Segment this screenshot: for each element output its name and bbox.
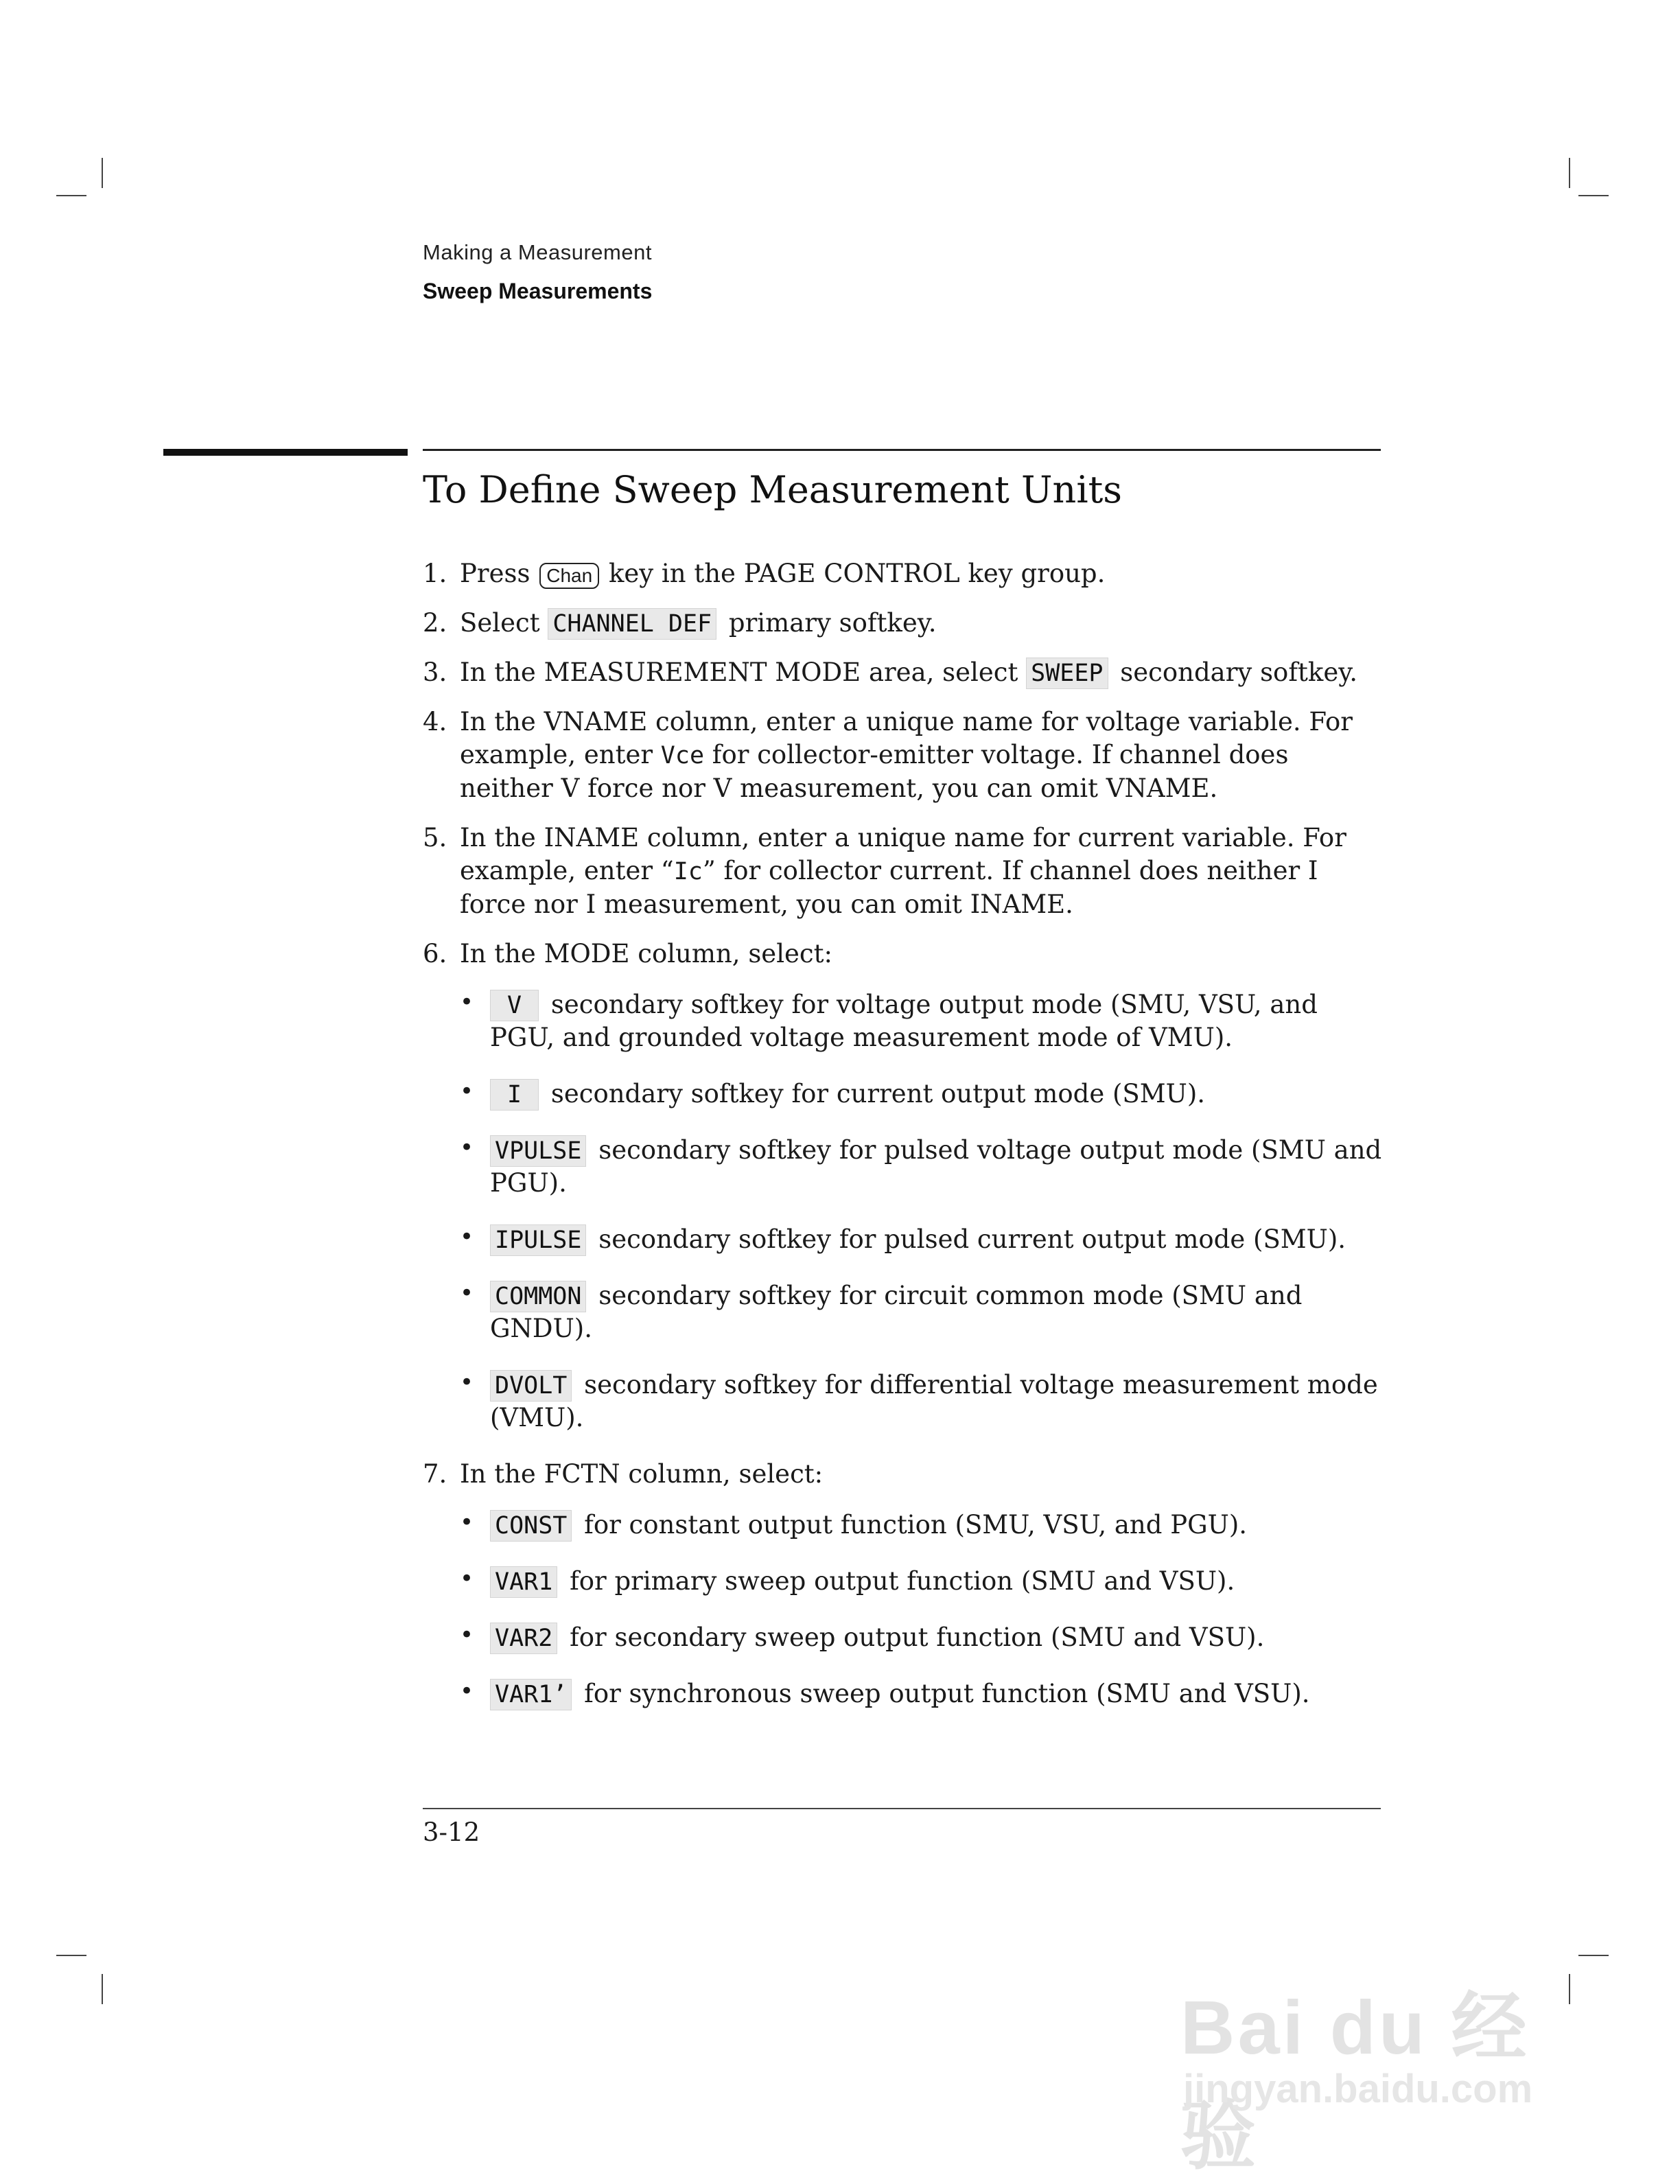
step-text: key in the PAGE CONTROL key group. [608,559,1106,588]
bullet-text: for synchronous sweep output function (SMU and VSU). [584,1679,1310,1708]
step-text: In the MODE column, select: [460,939,832,968]
step-text: Select [460,608,540,638]
softkey-sweep: SWEEP [1026,658,1108,689]
procedure-steps [423,557,1384,1734]
bullet-icon: • [460,1509,474,1536]
step-text: In the VNAME column, enter a unique name for voltage variable. For example, enter [460,707,1353,769]
crop-mark [56,1955,86,1956]
crop-mark [56,195,86,196]
crop-mark [1569,158,1570,188]
list-item [460,1509,1384,1542]
softkey-var2: VAR2 [490,1623,557,1654]
list-item [460,1279,1384,1345]
bullet-icon: • [460,1078,474,1105]
bullet-text: for constant output function (SMU, VSU, and PGU). [584,1510,1248,1540]
page-number: 3-12 [423,1817,480,1847]
step-7 [423,1458,1384,1710]
section-rule-thick [163,449,408,456]
step-text: ” for collector current. If channel does neither I force nor I measurement, you can omit INAME. [460,856,1318,919]
crop-mark [1569,1974,1570,2004]
bullet-text: secondary softkey for circuit common mode (SMU and GNDU). [490,1281,1303,1343]
step-text: primary softkey. [728,608,937,638]
crop-mark [1578,195,1609,196]
softkey-i: I [490,1079,539,1111]
watermark-url: jingyan.baidu.com [1183,2067,1533,2111]
bullet-icon: • [460,1279,474,1307]
bullet-text: secondary softkey for current output mode (SMU). [550,1079,1206,1108]
crop-mark [1578,1955,1609,1956]
softkey-channel-def: CHANNEL DEF [548,608,716,640]
softkey-common: COMMON [490,1281,586,1312]
mode-options [460,988,1384,1434]
step-number: 4. [423,707,447,736]
list-item [460,1677,1384,1710]
step-3 [423,656,1384,689]
step-4 [423,706,1384,805]
step-text: In the MEASUREMENT MODE area, select [460,658,1018,687]
softkey-var1: VAR1 [490,1566,557,1598]
step-6 [423,938,1384,1434]
running-header-section: Sweep Measurements [423,279,653,303]
step-number: 5. [423,823,447,852]
fctn-options [460,1509,1384,1710]
bullet-text: for primary sweep output function (SMU and VSU). [570,1566,1235,1596]
bullet-text: secondary softkey for pulsed current output mode (SMU). [598,1224,1346,1254]
code-vce: Vce [660,742,705,769]
step-number: 2. [423,608,447,638]
softkey-ipulse: IPULSE [490,1224,586,1256]
softkey-v: V [490,990,539,1021]
list-item [460,1369,1384,1434]
bullet-icon: • [460,1621,474,1649]
softkey-vpulse: VPULSE [490,1135,586,1167]
list-item [460,1621,1384,1654]
bullet-text: secondary softkey for differential voltage measurement mode (VMU). [490,1370,1378,1432]
chan-hardkey: Chan [539,563,599,589]
bullet-icon: • [460,1565,474,1592]
bullet-icon: • [460,1677,474,1705]
bullet-text: for secondary sweep output function (SMU and VSU). [570,1623,1265,1652]
step-text: for collector-emitter voltage. If channel does neither V force nor V measurement, you can omit VNAME. [460,740,1289,803]
code-ic: Ic [673,858,703,885]
baidu-watermark [1180,1908,1565,2179]
step-number: 1. [423,559,447,588]
bullet-text: secondary softkey for voltage output mode (SMU, VSU, and PGU, and grounded voltage measurement mode of VMU). [490,990,1318,1052]
list-item [460,1078,1384,1111]
crop-mark [102,158,103,188]
page-title: To Define Sweep Measurement Units [423,468,1123,511]
softkey-const: CONST [490,1510,572,1542]
step-text: In the INAME column, enter a unique name for current variable. For example, enter “ [460,823,1346,885]
footer-rule [423,1808,1381,1809]
list-item [460,1565,1384,1598]
softkey-var1-prime: VAR1’ [490,1679,572,1710]
softkey-dvolt: DVOLT [490,1370,572,1402]
running-header-chapter: Making a Measurement [423,240,652,264]
step-number: 6. [423,939,447,968]
bullet-icon: • [460,1369,474,1396]
bullet-icon: • [460,988,474,1016]
step-2 [423,607,1384,640]
crop-mark [102,1974,103,2004]
step-number: 3. [423,658,447,687]
step-text: secondary softkey. [1120,658,1357,687]
list-item [460,1134,1384,1200]
step-1 [423,557,1384,590]
bullet-text: secondary softkey for pulsed voltage output mode (SMU and PGU). [490,1135,1382,1198]
step-number: 7. [423,1459,447,1489]
bullet-icon: • [460,1134,474,1161]
list-item [460,1223,1384,1256]
watermark-logo: Bai du 经验 [1180,1986,1530,2179]
step-text: Press [460,559,530,588]
step-5 [423,822,1384,921]
section-rule-thin [423,449,1381,451]
step-text: In the FCTN column, select: [460,1459,824,1489]
list-item [460,988,1384,1054]
bullet-icon: • [460,1223,474,1251]
